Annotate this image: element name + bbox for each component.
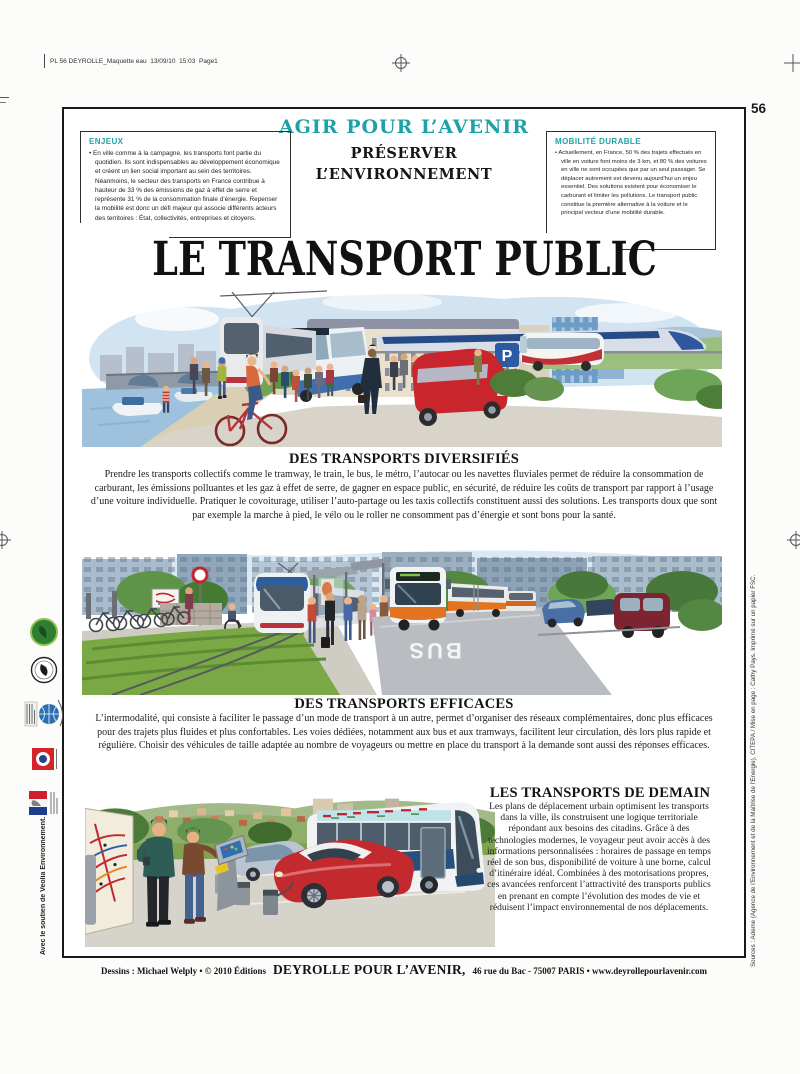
sources-note: Sources : Ademe (Agence de l’Environnement et de la Maîtrise de l’Énergie), CITEPA / Mise en page : Cathy Pays. Imprimé sur un papier FSC. (750, 574, 757, 967)
section-body-demain: Les plans de déplacement urbain optimisent les transports dans la ville, ils construisent une logique territoriale répondant aux besoins des citadins. Grâce à des technologies modernes, le voyageur peut avoir accès à des informations personnalisées : horaires de passage en temps réel de son bus, disponibilité de voiture à une borne, calcul d’itinéraire idéal. Combinées à des motorisations propres, ces avancées renforcent l’attractivité des transports publics en prenant en compte l’évolution des modes de vie et réduisent l’impact environnemental de nos déplacements. (487, 802, 711, 913)
enjeux-box (80, 131, 291, 238)
support-note: Avec le soutien de Veolia Environnement. (40, 816, 47, 955)
illustration-city-scene (82, 289, 722, 447)
footer-credits (52, 961, 756, 979)
section-title-diversifies: DES TRANSPORTS DIVERSIFIÉS (288, 451, 520, 467)
round-foundation-logo (30, 656, 58, 684)
illustration-future-scene (85, 787, 495, 947)
mobilite-durable-box-title: MOBILITÉ DURABLE (555, 137, 641, 146)
footer-credits-prefix: Dessins : Michael Welply • © 2010 Éditions (101, 966, 266, 976)
green-eco-label-logo (30, 618, 58, 646)
registration-mark-icon (0, 531, 11, 549)
registration-mark-icon (787, 531, 800, 549)
city-bus-front (385, 567, 451, 631)
section-body-diversifies: Prendre les transports collectifs comme le tramway, le train, le bus, le métro, l’autocar ou les navettes fluviales permet de réduire la consommation de carburant, les émissions polluantes et les gaz à effet de serre, de gagner en espace public, en sécurité, de réduire les coûts de transport par rapport à l’usage d’une voiture individuelle. Pratiquer le covoiturage, utiliser l’auto-partage ou les taxis collectifs constituent aussi des solutions. Les transports doux que sont par exemple la marche à pied, le vélo ou le roller ne consomment pas d’énergie et sont bons pour la santé. (90, 469, 718, 521)
footer-credits-suffix: 46 rue du Bac - 75007 PARIS • www.deyrollepourlavenir.com (472, 966, 707, 976)
illustration-station-scene (82, 545, 722, 695)
section-body-efficaces: L’intermodalité, qui consiste à faciliter le passage d’un mode de transport à un autre, permet d’organiser des réseaux complémentaires, donc plus efficaces pour des trajets plus fluides et plus confortables. Les voies dédiées, notamment aux bus et aux tramways, facilitent leur circulation, dès lors plus rapide et régulière. Choisir des véhicules de taille adaptée au nombre de voyageurs ou mettre en place du transport à la demande sont aussi des réponses efficaces. (95, 713, 713, 752)
page-number: 56 (751, 101, 767, 116)
registration-mark-icon (392, 54, 410, 72)
registration-mark-icon (784, 54, 800, 72)
series-title: AGIR POUR L’AVENIR (278, 116, 530, 138)
box-frame (546, 131, 547, 233)
parking-sign-letter: P (501, 348, 513, 365)
enjeux-box-title: ENJEUX (89, 137, 124, 146)
section-title-efficaces: DES TRANSPORTS EFFICACES (294, 696, 514, 712)
enjeux-box-text: • En ville comme à la campagne, les transports font partie du quotidien. Ils sont indispensables au développement économique et créent un lien social important au sein des territoires. Néanmoins, le secteur des transports en France contribue à hauteur de 33 % des émissions de gaz à effet de serre et représente 31 % de la consommation finale d’énergie. Repenser la mobilité est donc un défi majeur qui associe différents acteurs des territoires : État, collectivités, entreprises et citoyens. (89, 150, 280, 222)
theme-line2: L’ENVIRONNEMENT (315, 166, 493, 183)
edge-mark (0, 102, 6, 103)
articulated-bus (448, 583, 508, 617)
poster-title: LE TRANSPORT PUBLIC (151, 232, 657, 287)
box-frame (80, 131, 81, 223)
mini-bus (506, 591, 536, 611)
bus-lane-marking: BUS (406, 638, 462, 663)
section-title-demain: LES TRANSPORTS DE DEMAIN (489, 785, 711, 801)
mobilite-durable-box-text: • Actuellement, en France, 50 % des trajets effectués en ville en voiture font moins de 3 km, et 80 % des voitures en ville ne sont occupées que par un seul passager. Se déplacer autrement est devenu aujourd’hui un enjeu essentiel. Des solutions existent pour économiser le carburant et limiter les pollutions. Le transport public constitue la première alternative à la voiture et le principal vecteur d’une mobilité durable. (555, 150, 707, 217)
print-slug: PL 56 DEYROLLE_Maquette eau 13/09/10 15:03 Page1 (50, 58, 218, 65)
ademe-logo (29, 743, 59, 775)
globe-commission-logo (24, 698, 64, 730)
theme-line1: PRÉSERVER (350, 145, 458, 162)
edge-mark (0, 97, 9, 98)
footer-publisher: DEYROLLE POUR L’AVENIR, (272, 962, 466, 977)
print-slug-tick (44, 54, 45, 68)
